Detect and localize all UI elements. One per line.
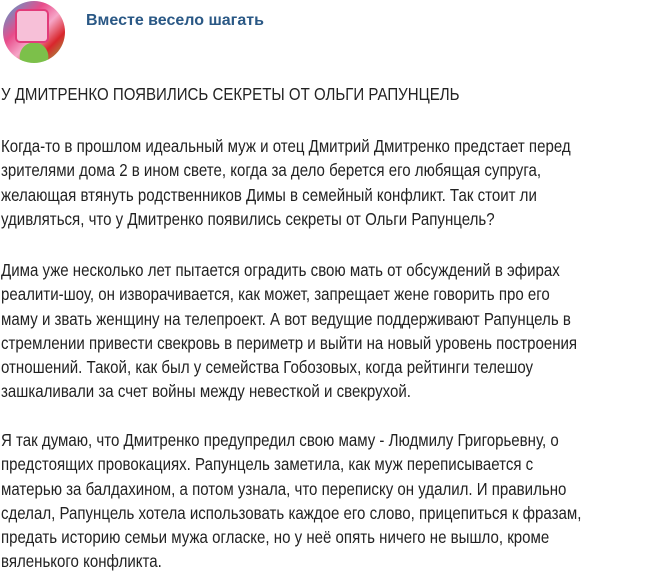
text-line: Дима уже несколько лет пытается оградить свою мать от обсуждений в эфирах [1,260,560,280]
group-avatar[interactable] [3,1,65,63]
text-line: Я так думаю, что Дмитренко предупредил свою маму - Людмилу Григорьевну, о [1,430,559,450]
text-line: зашкаливали за счет войны между невесткой и свекрухой. [1,381,411,402]
text-line: сделал, Рапунцель хотела использовать каждое его слово, прицепиться к фразам, [1,502,582,523]
text-line: вяленького конфликта. [1,551,162,572]
text-line: отношений. Такой, как был у семейства Гобозовых, когда рейтинги телешоу [1,357,534,378]
text-line: матерью за балдахином, а потом узнала, что переписку он удалил. И правильно [1,478,567,499]
text-line: желающая втянуть родственников Димы в семейный конфликт. Так стоит ли [1,184,537,205]
article-title [1,82,534,106]
text-line: реалити-шоу, он изворачивается, как может, запрещает жене говорить про его [1,284,550,305]
text-line: удивляться, что у Дмитренко появились секреты от Ольги Рапунцель? [1,208,495,229]
paragraph-2 [1,258,670,404]
text-line: стремлении привести свекровь в периметр и выйти на новый уровень построения [1,332,578,353]
group-name-link[interactable]: Вместе весело шагать [86,12,264,29]
title-text: У ДМИТРЕНКО ПОЯВИЛИСЬ СЕКРЕТЫ ОТ ОЛЬГИ РАПУНЦЕЛЬ [1,84,460,104]
text-line: зрителями дома 2 в ином свете, когда за дело берется его любящая супруга, [1,160,542,181]
paragraph-1 [1,134,663,231]
text-line: предстоящих провокациях. Рапунцель заметила, как муж переписывается с [1,454,534,475]
text-line: Когда-то в прошлом идеальный муж и отец Дмитрий Дмитренко предстает перед [1,136,571,156]
avatar-image [17,11,47,41]
paragraph-3 [1,428,670,574]
text-line: маму и звать женщину на телепроект. А вот ведущие поддерживают Рапунцель в [1,308,571,329]
text-line: предать историю семьи мужа огласке, но у неё опять ничего не вышло, кроме [1,527,550,548]
